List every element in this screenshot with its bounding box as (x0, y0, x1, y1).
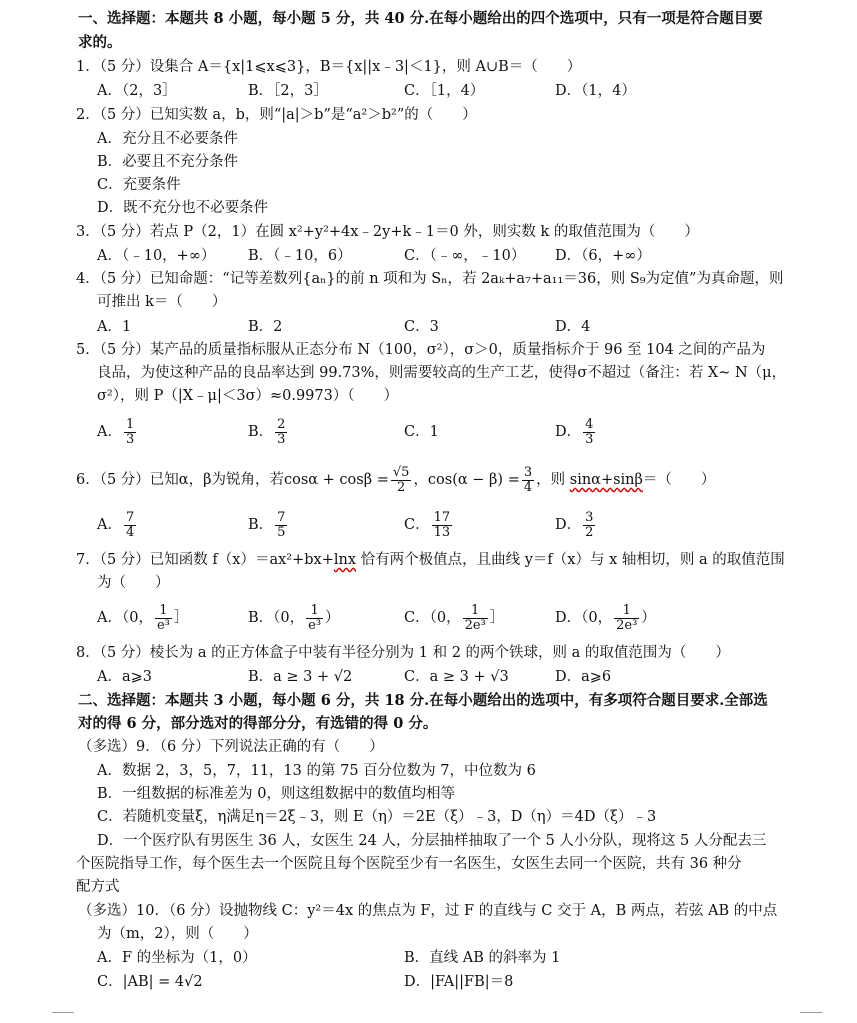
numerator: 1 (306, 604, 323, 619)
q2-option-a[interactable]: A．充分且不必要条件 (97, 131, 238, 147)
denominator: e³ (156, 617, 170, 633)
q7-stem (76, 549, 785, 571)
q5-option-a[interactable] (97, 412, 138, 452)
q10-stem: （多选）10．（6 分）设抛物线 C：y²＝4x 的焦点为 F，过 F 的直线与 C 交于 A，B 两点，若弦 AB 的中点 (78, 903, 778, 919)
denominator: 4 (523, 479, 533, 495)
q1-option-c[interactable]: C．［1，4） (404, 83, 485, 99)
bracket: ） (325, 610, 340, 626)
denominator: 5 (277, 524, 286, 540)
option-label: C． (404, 424, 430, 440)
q5-option-b[interactable] (248, 412, 289, 452)
fraction (155, 604, 172, 632)
denominator: 4 (125, 524, 135, 540)
q4-option-a[interactable]: A．1 (97, 319, 132, 335)
q10-stem-cont: 为（m，2），则（ ） (97, 926, 258, 942)
denominator: 2 (585, 524, 594, 540)
q4-option-b[interactable]: B．2 (248, 319, 283, 335)
numerator: 1 (125, 416, 135, 432)
denominator: 3 (585, 431, 594, 447)
q5-stem-cont2: σ²），则 P（|X﹣μ|＜3σ）≈0.9973）（ ） (97, 388, 399, 404)
q6-stem-text: 6．（5 分）已知α，β为锐角，若cosα + cosβ = (76, 472, 389, 488)
denominator: 13 (433, 524, 451, 540)
q7-option-d[interactable] (555, 598, 656, 638)
q10-option-a[interactable]: A．F 的坐标为（1，0） (97, 950, 257, 966)
q8-option-c[interactable]: C．a ≥ 3 + √3 (404, 669, 509, 685)
q6-stem-wavy: sinα+sinβ (569, 472, 643, 488)
q10-option-d[interactable]: D．|FA||FB|＝8 (404, 974, 514, 990)
q9-stem: （多选）9．（6 分）下列说法正确的有（ ） (78, 739, 384, 755)
q3-option-a[interactable]: A．（﹣10，+∞） (97, 248, 216, 264)
section2-heading-cont: 对的得 6 分，部分选对的得部分分，有选错的得 0 分。 (78, 715, 438, 732)
q6-stem-text: ＝（ ） (642, 472, 716, 488)
denominator: e³ (308, 617, 322, 633)
q6-stem-text: ，则 (536, 472, 570, 488)
option-label: D．（0， (555, 610, 613, 626)
crop-mark-left (52, 1012, 74, 1023)
fraction (522, 466, 534, 494)
q7-stem-cont: 为（ ） (97, 575, 170, 591)
option-label: D． (555, 517, 582, 533)
q8-option-b[interactable]: B．a ≥ 3 + √2 (248, 669, 353, 685)
q9-option-d[interactable]: D．一个医疗队有男医生 36 人，女医生 24 人，分层抽样抽取了一个 5 人小分队，现将这 5 人分配去三 (97, 833, 767, 849)
numerator: 1 (463, 604, 488, 619)
numerator: √5 (392, 464, 410, 480)
q9-option-d-cont: 个医院指导工作，每个医生去一个医院且每个医院至少有一名医生，女医生去同一个医院，共有 36 种分 (76, 856, 742, 872)
section2-heading: 二、选择题：本题共 3 小题，每小题 6 分，共 18 分.在每小题给出的选项中，有多项符合题目要求.全部选 (78, 692, 768, 709)
fraction (275, 511, 287, 539)
q10-option-c[interactable]: C．|AB| = 4√2 (97, 974, 203, 990)
option-value: 1 (429, 424, 439, 440)
q7-option-c[interactable] (404, 598, 504, 638)
fraction (124, 511, 136, 539)
q5-stem-cont: 良品，为使这种产品的良品率达到 99.73%，则需要较高的生产工艺，使得σ不超过（备注：若 X~ N（μ， (97, 365, 787, 381)
q6-option-c[interactable] (404, 505, 454, 545)
q4-stem-cont: 可推出 k＝（ ） (97, 294, 227, 310)
q6-stem-text: ，cos(α − β) = (413, 472, 520, 488)
q9-option-c[interactable]: C．若随机变量ξ，η满足η＝2ξ﹣3，则 E（η）＝2E（ξ）﹣3，D（η）＝4D（ξ）﹣3 (97, 809, 657, 825)
fraction (124, 418, 136, 446)
denominator: 2e³ (616, 617, 638, 633)
fraction (583, 511, 595, 539)
option-label: C．（0， (404, 610, 461, 626)
q1-option-b[interactable]: B．［2，3］ (248, 83, 328, 99)
q1-stem: 1．（5 分）设集合 A＝{x|1⩽x⩽3}，B＝{x||x﹣3|＜1}，则 A∪B＝（ ） (76, 59, 582, 75)
denominator: 3 (125, 431, 135, 447)
option-label: B． (248, 517, 274, 533)
option-label: B．（0， (248, 610, 305, 626)
option-label: A． (97, 517, 122, 533)
q3-option-d[interactable]: D．（6，+∞） (555, 248, 651, 264)
q2-option-c[interactable]: C．充要条件 (97, 177, 181, 193)
option-label: C． (404, 517, 430, 533)
q6-option-d[interactable] (555, 505, 597, 545)
q3-option-b[interactable]: B．（﹣10，6） (248, 248, 352, 264)
numerator: 3 (523, 464, 533, 480)
numerator: 7 (125, 509, 135, 525)
denominator: 3 (277, 431, 286, 447)
q2-stem: 2．（5 分）已知实数 a，b，则“|a|＞b”是“a²＞b²”的（ ） (76, 107, 477, 123)
q3-stem: 3．（5 分）若点 P（2，1）在圆 x²+y²+4x﹣2y+k﹣1＝0 外，则实数 k 的取值范围为（ ） (76, 224, 699, 240)
numerator: 3 (585, 509, 594, 525)
option-label: A．（0， (97, 610, 153, 626)
q3-option-c[interactable]: C．（﹣∞，﹣10） (404, 248, 526, 264)
fraction (463, 604, 488, 632)
q7-option-b[interactable] (248, 598, 340, 638)
section1-heading-cont: 求的。 (78, 34, 122, 51)
q7-stem-text: 恰有两个极值点，且曲线 y＝f（x）与 x 轴相切，则 a 的取值范围 (356, 552, 785, 568)
q4-stem: 4．（5 分）已知命题：“记等差数列{aₙ}的前 n 项和为 Sₙ，若 2aₖ+a₇+a₁₁＝36，则 S₉为定值”为真命题，则 (76, 271, 784, 287)
q4-option-c[interactable]: C．3 (404, 319, 439, 335)
denominator: 2e³ (464, 617, 486, 633)
q9-option-b[interactable]: B．一组数据的标准差为 0，则这组数据中的数值均相等 (97, 786, 455, 802)
q7-stem-wavy: lnx (333, 552, 357, 568)
numerator: 17 (433, 509, 451, 525)
fraction (432, 511, 453, 539)
q1-option-a[interactable]: A．（2，3］ (97, 83, 177, 99)
fraction (583, 418, 595, 446)
option-label: D． (555, 424, 582, 440)
bracket: ） (641, 610, 656, 626)
q5-stem: 5．（5 分）某产品的质量指标服从正态分布 N（100，σ²），σ＞0，质量指标介于 96 至 104 之间的产品为 (76, 342, 766, 358)
q9-option-a[interactable]: A．数据 2，3，5，7，11，13 的第 75 百分位数为 7，中位数为 6 (97, 763, 536, 779)
fraction (614, 604, 639, 632)
bracket: ］ (173, 610, 189, 626)
q4-option-d[interactable]: D．4 (555, 319, 591, 335)
q5-option-c[interactable] (404, 412, 439, 452)
q7-option-a[interactable] (97, 598, 188, 638)
denominator: 2 (397, 479, 406, 495)
numerator: 1 (155, 604, 172, 619)
numerator: 2 (277, 416, 286, 432)
numerator: 4 (585, 416, 594, 432)
q2-option-d[interactable]: D．既不充分也不必要条件 (97, 200, 269, 216)
numerator: 7 (277, 509, 286, 525)
crop-mark-right (800, 1012, 822, 1023)
q6-stem (76, 460, 715, 500)
fraction (306, 604, 323, 632)
numerator: 1 (614, 604, 639, 619)
q1-option-d[interactable]: D．（1，4） (555, 83, 636, 99)
q6-option-b[interactable] (248, 505, 289, 545)
q9-option-d-cont2: 配方式 (76, 879, 120, 895)
bracket: ］ (489, 610, 505, 626)
fraction (275, 418, 287, 446)
section1-heading: 一、选择题：本题共 8 小题，每小题 5 分，共 40 分.在每小题给出的四个选项中，只有一项是符合题目要 (78, 10, 763, 27)
q10-option-b[interactable]: B．直线 AB 的斜率为 1 (404, 950, 561, 966)
option-label: A． (97, 424, 122, 440)
q8-option-d[interactable]: D．a⩾6 (555, 669, 612, 685)
fraction (391, 466, 412, 494)
option-label: B． (248, 424, 274, 440)
q7-stem-text: 7．（5 分）已知函数 f（x）＝ax²+bx+ (76, 552, 334, 568)
q5-option-d[interactable] (555, 412, 597, 452)
q6-option-a[interactable] (97, 505, 138, 545)
q8-stem: 8．（5 分）棱长为 a 的正方体盒子中装有半径分别为 1 和 2 的两个铁球，则 a 的取值范围为（ ） (76, 645, 730, 661)
q2-option-b[interactable]: B．必要且不充分条件 (97, 154, 239, 170)
q8-option-a[interactable]: A．a⩾3 (97, 669, 152, 685)
